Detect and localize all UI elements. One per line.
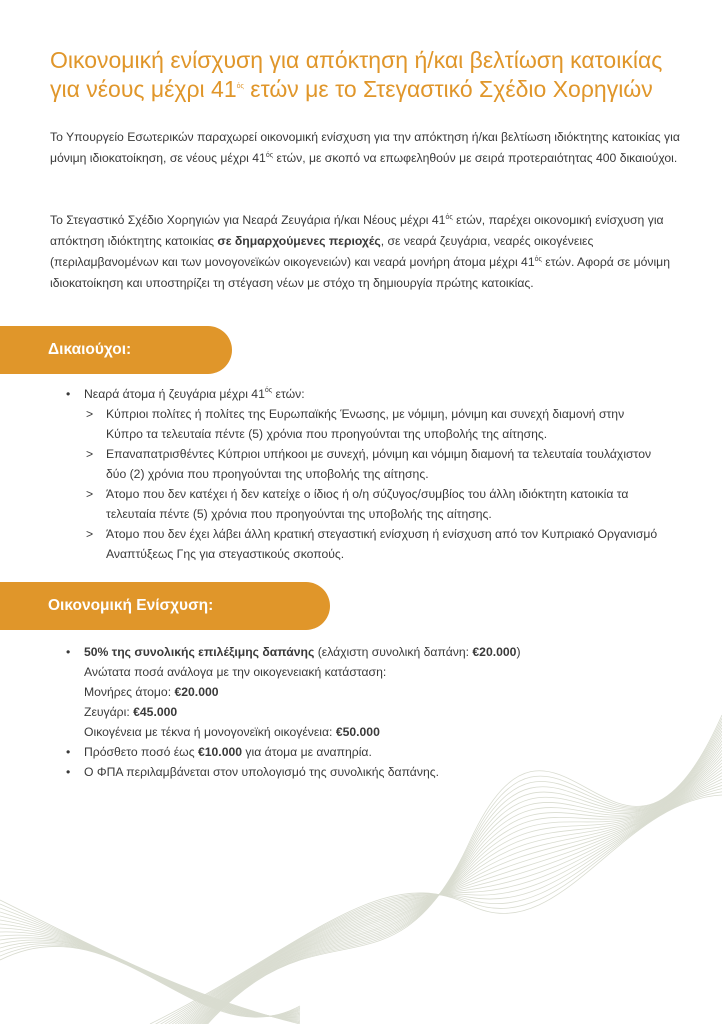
- sub-list-item: > Επαναπατρισθέντες Κύπριοι υπήκοοι με συνεχή, μόνιμη και νόμιμη διαμονή τα τελευταία τουλάχιστον δύο (2) χρόνια που προηγούνται της υποβολής της αίτησης.: [84, 444, 662, 484]
- financial-support-heading: Οικονομική Ενίσχυση:: [0, 582, 330, 630]
- wave-line: [0, 904, 300, 1023]
- wave-line: [0, 900, 300, 1024]
- intro-paragraph-1: Το Υπουργείο Εσωτερικών παραχωρεί οικονομική ενίσχυση για την απόκτηση ή/και βελτίωση ιδιόκτητης κατοικίας για μόνιμη ιδιοκατοίκηση, σε νέους μέχρι $41^{ό\varsigma}$ ετών, με σκοπό να επωφεληθούν με σειρά προτεραιότητας 400 δικαιούχοι.: [50, 130, 680, 165]
- list-item: • 50% της συνολικής επιλέξιμης δαπάνης (ελάχιστη συνολική δαπάνη: €20.000) Ανώτατα ποσά ανάλογα με την οικογενειακή κατάσταση: Μονήρες άτομο: €20.000 Ζευγάρι: €45.000 Οικογένεια με τέκνα ή μονογονεϊκή οικογένεια: €50.000: [62, 642, 662, 742]
- title-line-2: για νέους μέχρι $41^{ό\varsigma}$ ετών με το Στεγαστικό Σχέδιο Χορηγιών: [50, 76, 653, 102]
- list-item: • Ο ΦΠΑ περιλαμβάνεται στον υπολογισμό της συνολικής δαπάνης.: [62, 762, 662, 782]
- sub-list-item: > Άτομο που δεν κατέχει ή δεν κατείχε ο ίδιος ή ο/η σύζυγος/συμβίος του άλλη ιδιόκτητη κατοικία τα τελευταία πέντε (5) χρόνια που προηγούνται της υποβολής της αίτησης.: [84, 484, 662, 524]
- sub-list-item: > Κύπριοι πολίτες ή πολίτες της Ευρωπαϊκής Ένωσης, με νόμιμη, μόνιμη και συνεχή διαμονή στην Κύπρο τα τελευταία πέντε (5) χρόνια που προηγούνται της υποβολής της αίτησης.: [84, 404, 662, 444]
- beneficiaries-list: [62, 384, 662, 564]
- beneficiaries-heading: Δικαιούχοι:: [0, 326, 232, 374]
- title-line-1: Οικονομική ενίσχυση για απόκτηση ή/και βελτίωση κατοικίας: [50, 47, 663, 73]
- financial-support-list: [62, 642, 662, 782]
- list-item: • Νεαρά άτομα ή ζευγάρια μέχρι $41^{ό\varsigma}$ ετών: > Κύπριοι πολίτες ή πολίτες της Ευρωπαϊκής Ένωσης, με νόμιμη, μόνιμη και συνεχή διαμονή στην Κύπρο τα τελευταία πέντε (5) χρόνια που προηγούνται της υποβολής της αίτησης. > Επαναπατρισθέντες Κύπριοι υπήκοοι με συνεχή, μόνιμη και νόμιμη διαμονή τα τελευταία τουλάχιστον δύο (2) χρόνια που προηγούνται της υποβολής της αίτησης. > Άτομο που δεν κατέχει ή δεν κατείχε ο ίδιος ή ο/η σύζυγος/συμβίος του άλλη ιδιόκτητη κατοικία τα τελευταία πέντε (5) χρόνια που προηγούνται της υποβολής της αίτησης. > Άτομο που δεν έχει λάβει άλλη κρατική στεγαστική ενίσχυση ή ενίσχυση από τον Κυπριακό Οργανισμό Αναπτύξεως Γης για στεγαστικούς σκοπούς.: [62, 384, 662, 564]
- beneficiaries-sublist: [84, 404, 662, 564]
- wave-line: [150, 763, 722, 1024]
- intro-paragraph-2: Το Στεγαστικό Σχέδιο Χορηγιών για Νεαρά Ζευγάρια ή/και Νέους μέχρι $41^{ό\varsigma}$ ετών, παρέχει οικονομική ενίσχυση για απόκτηση ιδιόκτητης κατοικίας σε δημαρχούμενες περιοχές, σε νεαρά ζευγάρια, νεαρές οικογένειες (περιλαμβανομένων και των μονογονεϊκών οικογενειών) και νεαρά μονήρη άτομα μέχρι $41^{ό\varsigma}$ ετών. Αφορά σε μόνιμη ιδιοκατοίκηση και υποστηρίζει τη στέγαση νέων με στόχο τη δημιουργία πρώτης κατοικίας.: [50, 213, 670, 290]
- page-title: [50, 46, 690, 104]
- list-item: • Πρόσθετο ποσό έως €10.000 για άτομα με αναπηρία.: [62, 742, 662, 762]
- sub-list-item: > Άτομο που δεν έχει λάβει άλλη κρατική στεγαστική ενίσχυση ή ενίσχυση από τον Κυπριακό Οργανισμό Αναπτύξεως Γης για στεγαστικούς σκοπούς.: [84, 524, 662, 564]
